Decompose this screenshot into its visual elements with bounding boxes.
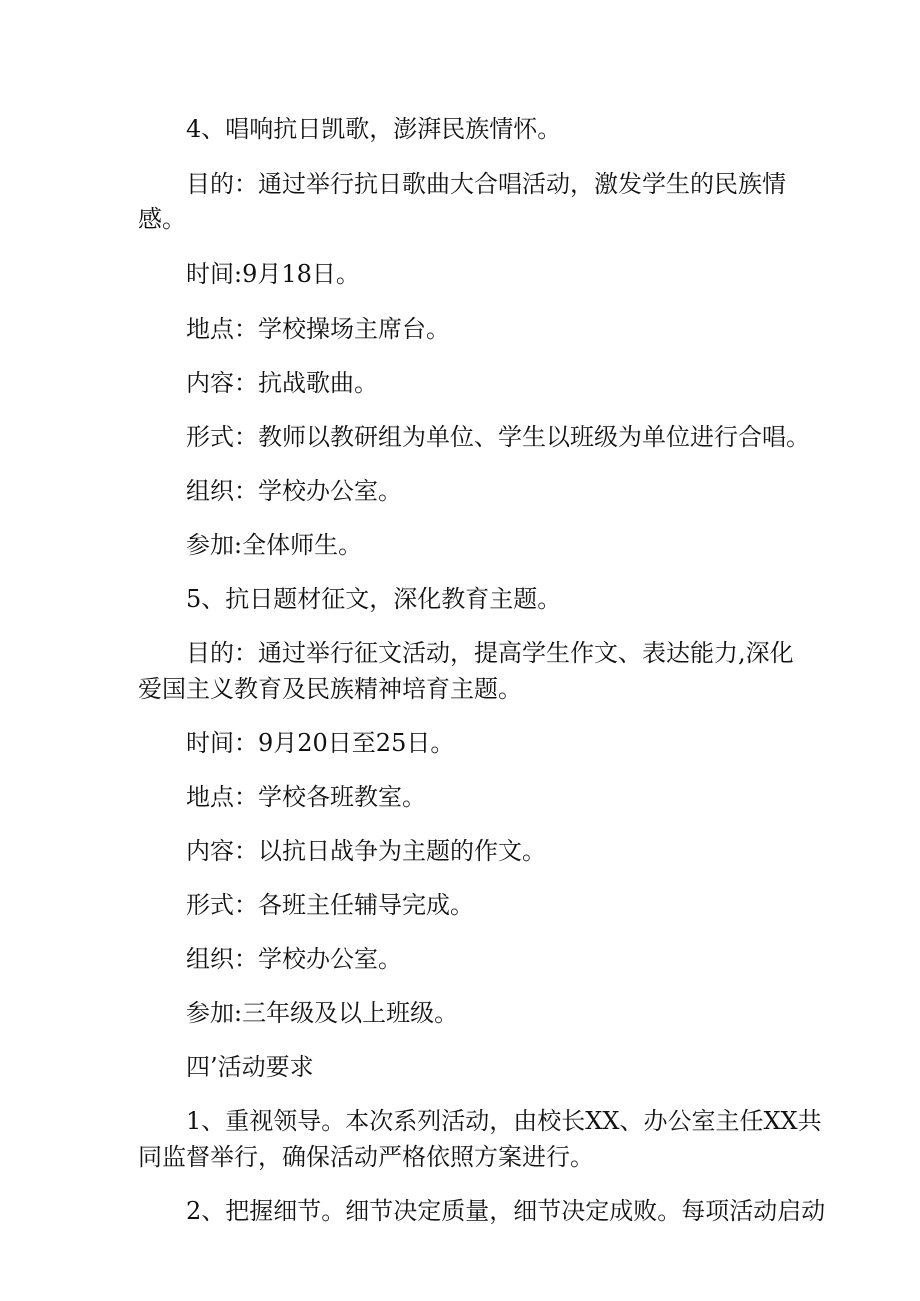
paragraph-line: 参加:全体师生。 — [186, 531, 363, 559]
paragraph-line: 地点：学校各班教室。 — [186, 783, 426, 811]
paragraph-line: 5、抗日题材征文，深化教育主题。 — [186, 585, 562, 613]
paragraph-line: 1、重视领导。本次系列活动，由校长XX、办公室主任XX共 — [186, 1107, 822, 1135]
paragraph-line: 爱国主义教育及民族精神培育主题。 — [138, 675, 522, 703]
paragraph-line: 内容：以抗日战争为主题的作文。 — [186, 837, 546, 865]
paragraph-line: 4、唱响抗日凯歌，澎湃民族情怀。 — [186, 115, 562, 143]
paragraph-line: 同监督举行，确保活动严格依照方案进行。 — [138, 1143, 594, 1171]
paragraph-line: 时间：9月20日至25日。 — [186, 729, 455, 757]
paragraph-line: 感。 — [138, 205, 186, 233]
paragraph-line: 形式：各班主任辅导完成。 — [186, 891, 474, 919]
paragraph-line: 时间:9月18日。 — [186, 260, 360, 288]
paragraph-line: 目的：通过举行征文活动，提高学生作文、表达能力,深化 — [186, 639, 794, 667]
paragraph-line: 内容：抗战歌曲。 — [186, 369, 378, 397]
paragraph-line: 目的：通过举行抗日歌曲大合唱活动，激发学生的民族情 — [186, 170, 786, 198]
paragraph-line: 四’活动要求 — [186, 1053, 314, 1081]
paragraph-line: 地点：学校操场主席台。 — [186, 315, 450, 343]
paragraph-line: 2、把握细节。细节决定质量，细节决定成败。每项活动启动 — [186, 1197, 826, 1225]
paragraph-line: 组织：学校办公室。 — [186, 945, 402, 973]
paragraph-line: 组织：学校办公室。 — [186, 477, 402, 505]
paragraph-line: 形式：教师以教研组为单位、学生以班级为单位进行合唱。 — [186, 423, 810, 451]
paragraph-line: 参加:三年级及以上班级。 — [186, 999, 459, 1027]
